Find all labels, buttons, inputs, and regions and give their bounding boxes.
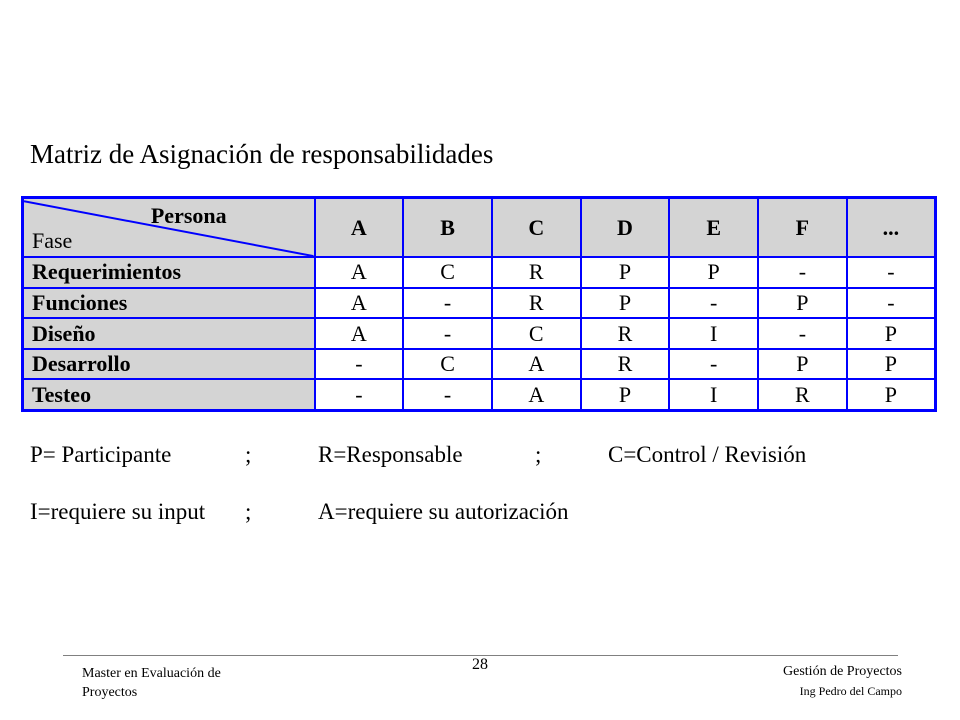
table-cell: -	[315, 379, 404, 410]
table-cell: P	[758, 349, 847, 380]
header-row	[23, 198, 936, 258]
table-cell: -	[758, 318, 847, 349]
footer-subject: Gestión de Proyectos	[783, 664, 902, 679]
legend-participante: P= Participante	[30, 442, 172, 467]
table-cell: A	[315, 288, 404, 319]
table-cell: P	[847, 349, 936, 380]
table-row	[23, 349, 936, 380]
table-row	[23, 257, 936, 288]
table-cell: I	[669, 318, 758, 349]
table-cell: P	[847, 379, 936, 410]
table-cell: -	[403, 379, 492, 410]
legend-control: C=Control / Revisión	[608, 442, 807, 467]
column-header-b: B	[403, 198, 492, 258]
legend-separator: ;	[535, 442, 542, 467]
table-cell: P	[669, 257, 758, 288]
table-cell: R	[492, 257, 581, 288]
table-cell: C	[492, 318, 581, 349]
phase-label: Testeo	[23, 379, 315, 410]
column-header-c: C	[492, 198, 581, 258]
column-header-f: F	[758, 198, 847, 258]
table-cell: C	[403, 349, 492, 380]
table-cell: P	[758, 288, 847, 319]
table-cell: -	[847, 257, 936, 288]
table-cell: A	[492, 379, 581, 410]
corner-header-cell	[23, 198, 315, 258]
phase-label: Desarrollo	[23, 349, 315, 380]
table-cell: -	[669, 349, 758, 380]
table-cell: A	[315, 318, 404, 349]
table-cell: -	[403, 318, 492, 349]
column-header-e: E	[669, 198, 758, 258]
table-cell: R	[581, 318, 670, 349]
legend-separator: ;	[245, 499, 252, 524]
column-header-a: A	[315, 198, 404, 258]
table-cell: -	[758, 257, 847, 288]
table-cell: -	[669, 288, 758, 319]
legend-autorizacion: A=requiere su autorización	[318, 499, 569, 524]
fase-label: Fase	[32, 228, 73, 254]
table-cell: P	[847, 318, 936, 349]
column-header-more: ...	[847, 198, 936, 258]
legend-separator: ;	[245, 442, 252, 467]
table-cell: P	[581, 288, 670, 319]
phase-label: Diseño	[23, 318, 315, 349]
table-cell: P	[581, 379, 670, 410]
persona-label: Persona	[150, 203, 227, 228]
column-header-d: D	[581, 198, 670, 258]
table-row	[23, 288, 936, 319]
table-cell: I	[669, 379, 758, 410]
table-cell: -	[315, 349, 404, 380]
footer-author: Ing Pedro del Campo	[799, 684, 902, 698]
table-row	[23, 318, 936, 349]
table-cell: R	[758, 379, 847, 410]
table-cell: A	[492, 349, 581, 380]
phase-label: Funciones	[23, 288, 315, 319]
phase-label: Requerimientos	[23, 257, 315, 288]
table-cell: R	[581, 349, 670, 380]
legend-input: I=requiere su input	[30, 499, 206, 524]
table-cell: -	[403, 288, 492, 319]
table-cell: P	[581, 257, 670, 288]
table-cell: R	[492, 288, 581, 319]
table-row	[23, 379, 936, 410]
table-cell: -	[847, 288, 936, 319]
table-cell: C	[403, 257, 492, 288]
page-number: 28	[472, 656, 488, 673]
responsibility-matrix	[21, 196, 937, 412]
slide-title: Matriz de Asignación de responsabilidades	[30, 139, 494, 169]
legend-responsable: R=Responsable	[318, 442, 463, 467]
footer-course: Master en Evaluación de Proyectos	[82, 666, 221, 700]
table-cell: A	[315, 257, 404, 288]
